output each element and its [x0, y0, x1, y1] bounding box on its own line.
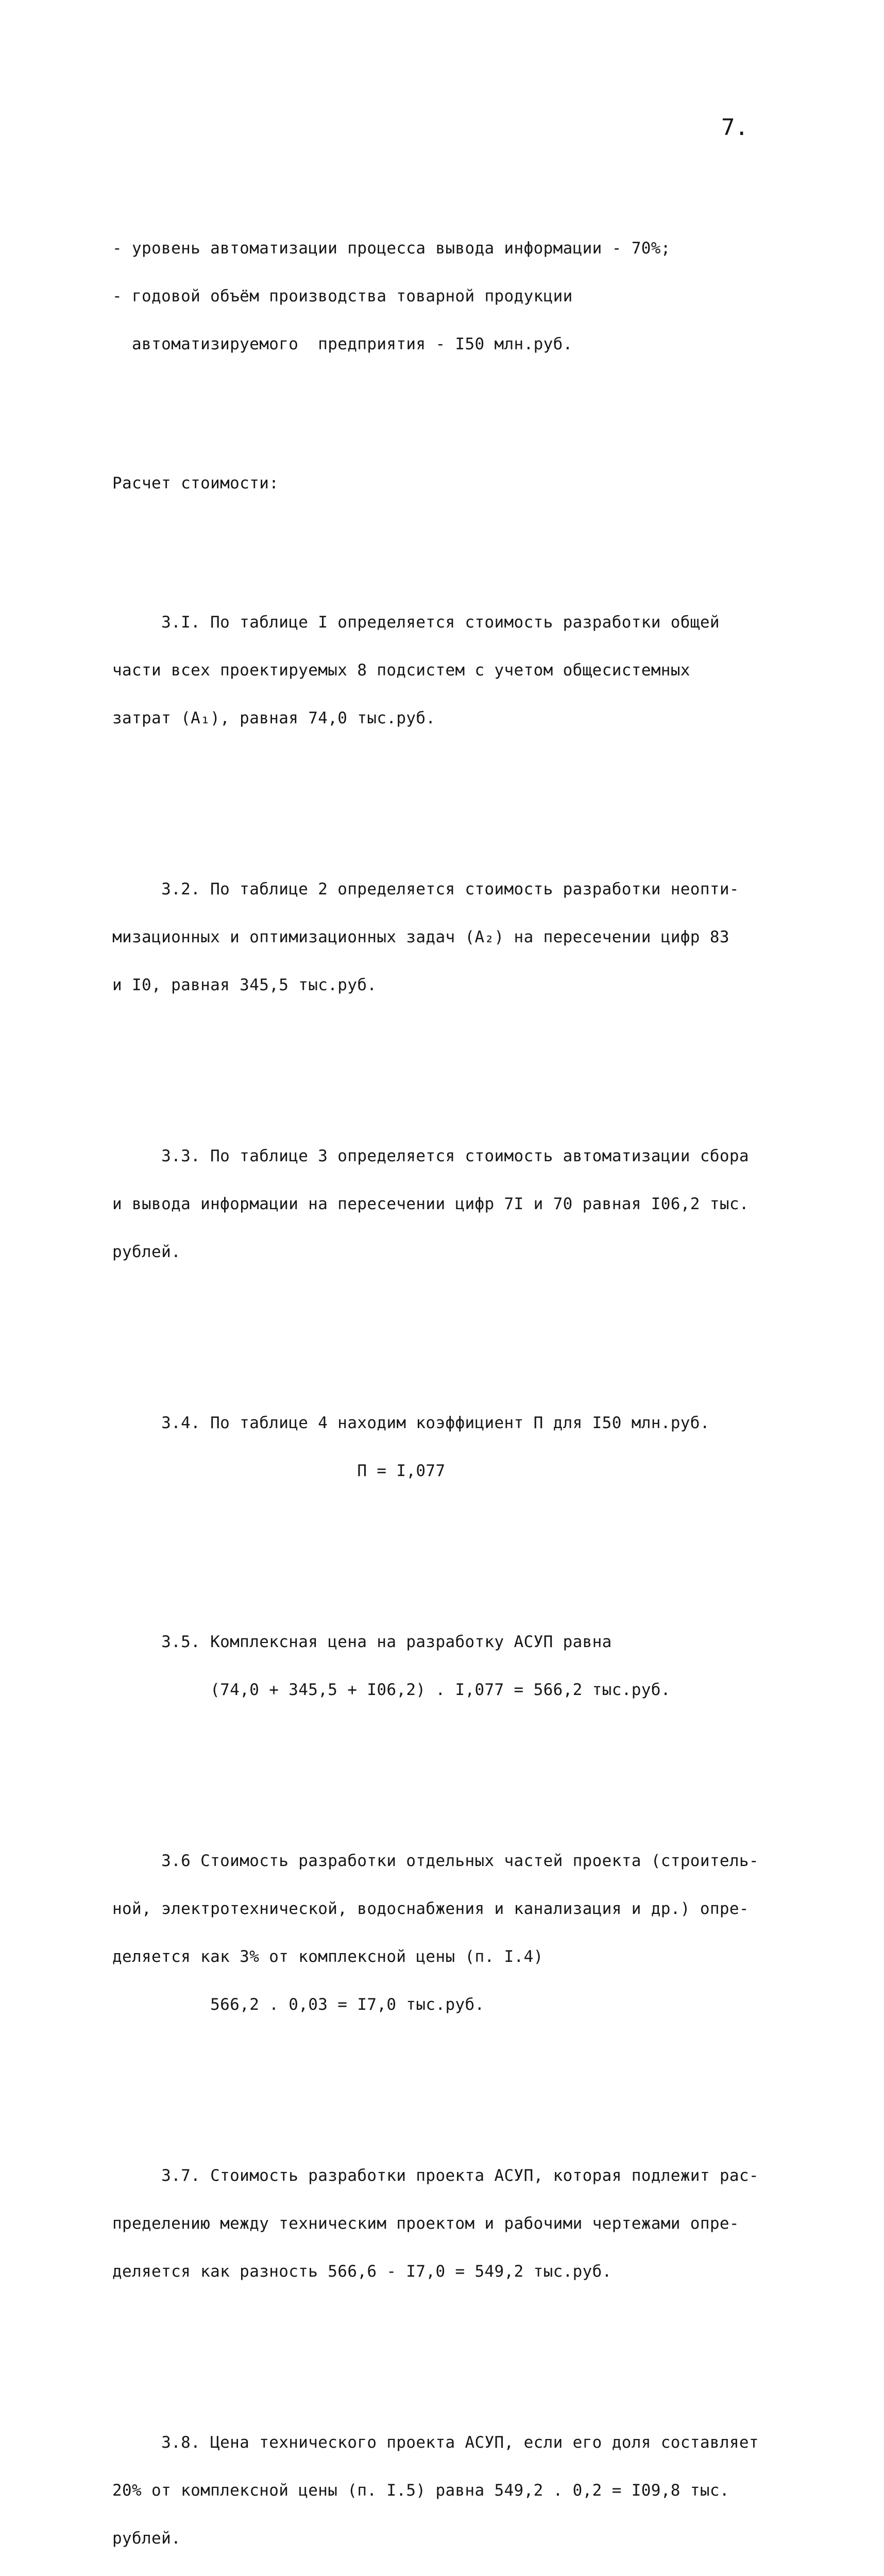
paragraph-line: 3.4. По таблице 4 находим коэффициент П для I50 млн.руб. — [112, 1414, 710, 1432]
section-title: Расчет стоимости: — [112, 474, 279, 493]
paragraph-line: 3.3. По таблице 3 определяется стоимость автоматизации сбора — [112, 1147, 749, 1165]
paragraph-line: деляется как 3% от комплексной цены (п. I.4) — [112, 1947, 543, 1966]
paragraph-line: затрат (A₁), равная 74,0 тыс.руб. — [112, 709, 436, 727]
paragraph-line: ной, электротехнической, водоснабжения и канализация и др.) опре- — [112, 1900, 749, 1918]
paragraph-line: мизационных и оптимизационных задач (A₂) на пересечении цифр 83 — [112, 928, 729, 946]
paragraph-line: 3.8. Цена технического проекта АСУП, если его доля составляет — [112, 2433, 759, 2452]
paragraph-3-1 — [112, 583, 782, 758]
paragraph-line: рублей. — [112, 2529, 181, 2548]
paragraph-line: и I0, равная 345,5 тыс.руб. — [112, 976, 377, 994]
paragraph-3-4 — [112, 1383, 782, 1511]
formula-line: П = I,077 — [112, 1462, 446, 1480]
paragraph-line: 3.6 Стоимость разработки отдельных частей проекта (строитель- — [112, 1852, 759, 1870]
paragraph-line: 3.2. По таблице 2 определяется стоимость разработки неопти- — [112, 880, 739, 899]
paragraph-3-8 — [112, 2403, 782, 2576]
paragraph-line: части всех проектируемых 8 подсистем с учетом общесистемных — [112, 661, 690, 680]
paragraph-line: рублей. — [112, 1243, 181, 1261]
paragraph-line: 3.7. Стоимость разработки проекта АСУП, которая подлежит рас- — [112, 2166, 759, 2185]
formula-line: (74,0 + 345,5 + I06,2) . I,077 = 566,2 тыс.руб. — [112, 1681, 671, 1699]
paragraph-3-6 — [112, 1821, 782, 2045]
paragraph-line: 3.5. Комплексная цена на разработку АСУП равна — [112, 1633, 612, 1651]
paragraph-line: и вывода информации на пересечении цифр 7I и 70 равная I06,2 тыс. — [112, 1195, 749, 1213]
paragraph-3-2 — [112, 850, 782, 1025]
paragraph-line: деляется как разность 566,6 - I7,0 = 549,2 тыс.руб. — [112, 2262, 612, 2281]
paragraph-line: 20% от комплексной цены (п. I.5) равна 549,2 . 0,2 = I09,8 тыс. — [112, 2481, 729, 2500]
page-number: 7. — [721, 114, 749, 141]
paragraph-line: пределению между техническим проектом и рабочими чертежами опре- — [112, 2214, 739, 2233]
paragraph-3-3 — [112, 1116, 782, 1292]
formula-line: 566,2 . 0,03 = I7,0 тыс.руб. — [112, 1995, 485, 2014]
document-body — [112, 161, 782, 2576]
intro-line: - уровень автоматизации процесса вывода информации - 70%; — [112, 239, 671, 258]
paragraph-3-7 — [112, 2136, 782, 2312]
paragraph-3-5 — [112, 1602, 782, 1730]
paragraph-line: 3.I. По таблице I определяется стоимость разработки общей — [112, 613, 720, 632]
intro-line: автоматизируемого предприятия - I50 млн.руб. — [112, 335, 573, 353]
intro-line: - годовой объём производства товарной продукции — [112, 287, 573, 306]
intro-list — [112, 209, 782, 384]
